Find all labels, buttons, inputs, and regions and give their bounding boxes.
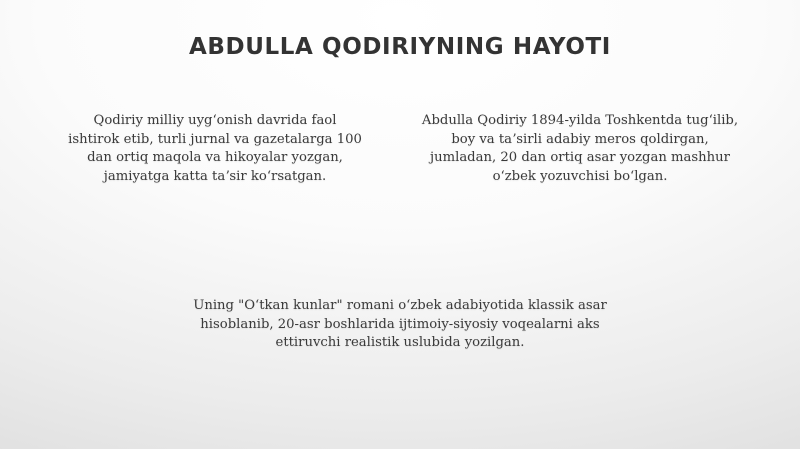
paragraph-bottom: Uning "Oʻtkan kunlar" romani oʻzbek adabiyotida klassik asar hisoblanib, 20-asr boshlarida ijtimoiy-siyosiy voqealarni aks ettiruvchi realistik uslubida yozilgan. — [193, 298, 607, 350]
slide-title: ABDULLA QODIRIYNING HAYOTI — [189, 34, 611, 60]
paragraph-right: Abdulla Qodiriy 1894-yilda Toshkentda tugʻilib, boy va taʼsirli adabiy meros qoldirgan, jumladan, 20 dan ortiq asar yozgan mashhur oʻzbek yozuvchisi boʻlgan. — [421, 113, 739, 184]
paragraph-left: Qodiriy milliy uygʻonish davrida faol ishtirok etib, turli jurnal va gazetalarga 100 dan ortiq maqola va hikoyalar yozgan, jamiyatga katta taʼsir koʻrsatgan. — [68, 113, 362, 184]
